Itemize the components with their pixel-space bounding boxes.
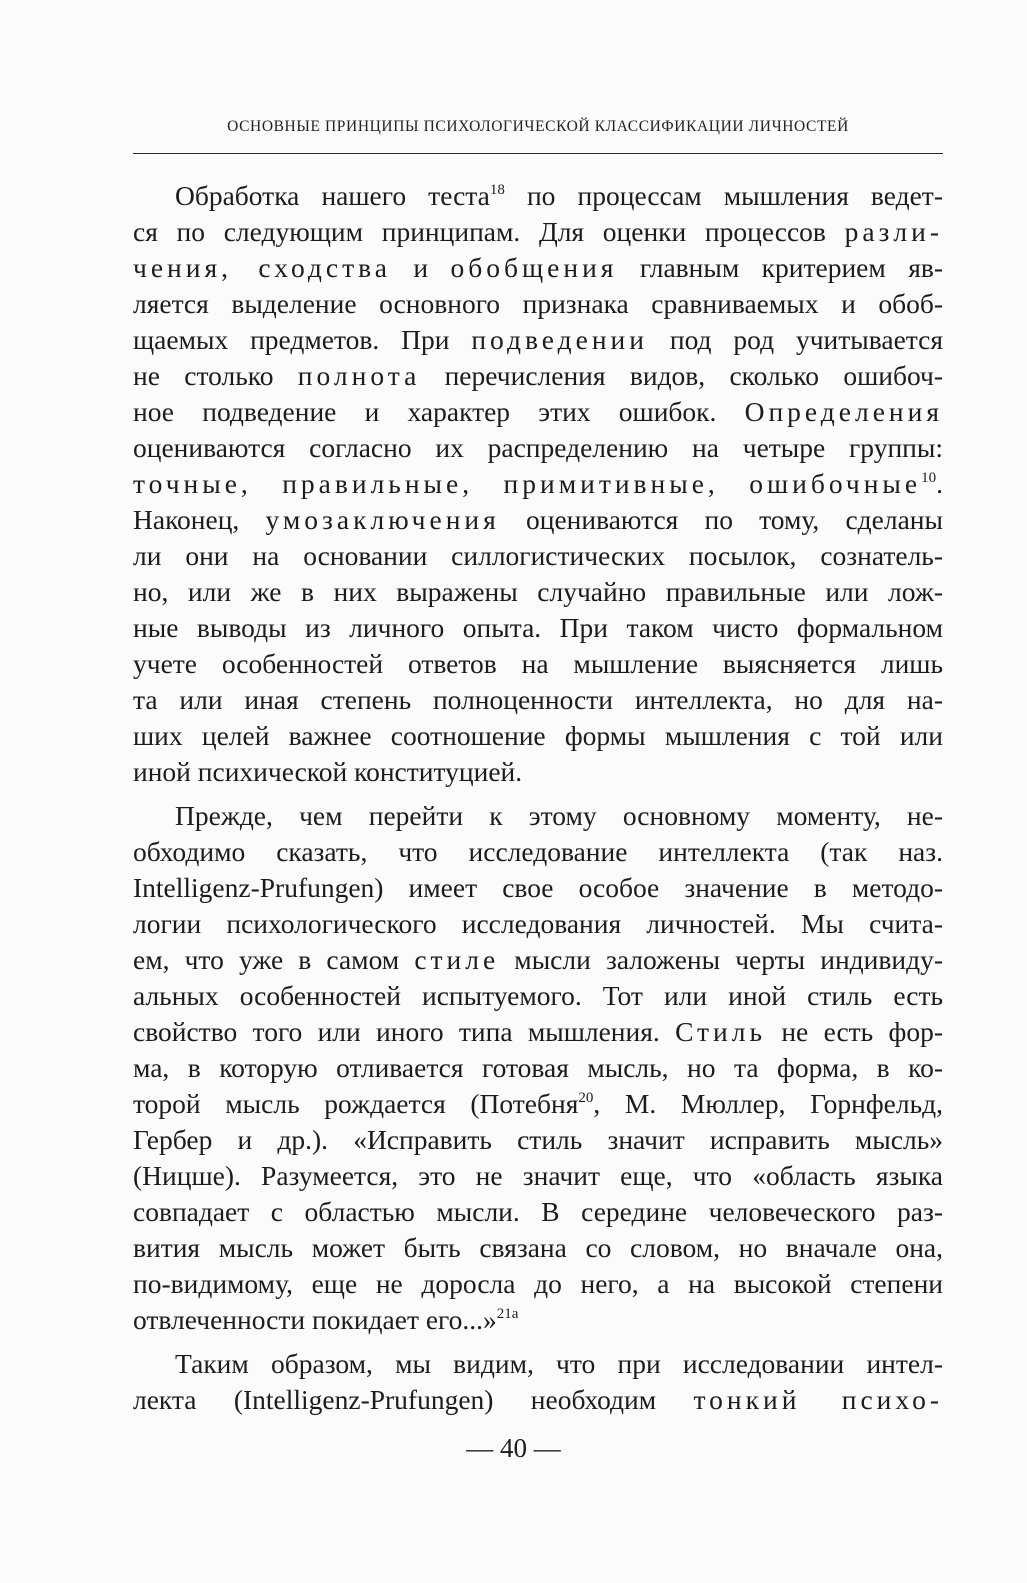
text-line: иной психической конституцией. <box>133 756 523 787</box>
text-line: ма, в которую отливается готовая мысль, но та форма, в ко- <box>133 1052 943 1083</box>
header-rule <box>133 153 943 154</box>
running-title: ОСНОВНЫЕ ПРИНЦИПЫ ПСИХОЛОГИЧЕСКОЙ КЛАССИФИКАЦИИ ЛИЧНОСТЕЙ <box>227 118 849 135</box>
text-line: логии психологического исследования личностей. Мы счита- <box>133 908 943 939</box>
text-line: отвлеченности покидает его...»$^{21a}$ <box>133 1304 519 1335</box>
text-line: оцениваются согласно их распределению на четыре группы: <box>133 432 943 463</box>
text-line: ляется выделение основного признака сравниваемых и обоб- <box>133 288 943 319</box>
text-line: но, или же в них выражены случайно правильные или лож- <box>133 576 943 607</box>
text-line: (Ницше). Разумеется, это не значит еще, что «область языка <box>133 1160 943 1191</box>
paragraph-2 <box>133 798 943 1338</box>
text-line: свойство того или иного типа мышления. Стиль не есть фор- <box>133 1016 943 1047</box>
text-line: Прежде, чем перейти к этому основному моменту, не- <box>175 800 943 831</box>
text-line: Таким образом, мы видим, что при исследовании интел- <box>175 1348 943 1379</box>
emphasis: чения, сходства <box>133 252 391 283</box>
text-line: чения, сходства и обобщения главным критерием яв- <box>133 252 943 283</box>
emphasis: умозаключения <box>265 504 500 535</box>
text-line: ли они на основании силлогистических посылок, сознатель- <box>133 540 943 571</box>
emphasis: тонкий психо- <box>693 1384 943 1415</box>
text-line: обходимо сказать, что исследование интеллекта (так наз. <box>133 836 943 867</box>
emphasis: обобщения <box>450 252 618 283</box>
paragraph-3 <box>133 1346 943 1418</box>
text-line: щаемых предметов. При подведении под род учитывается <box>133 324 943 355</box>
text-line: Гербер и др.). «Исправить стиль значит исправить мысль» <box>133 1124 943 1155</box>
text-line: ные выводы из личного опыта. При таком чисто формальном <box>133 612 943 643</box>
text-line: та или иная степень полноценности интеллекта, но для на- <box>133 684 943 715</box>
text-line: Наконец, умозаключения оцениваются по тому, сделаны <box>133 504 943 535</box>
footnote-ref: 18 <box>489 182 505 198</box>
text-line: ем, что уже в самом стиле мысли заложены черты индивиду- <box>133 944 943 975</box>
text-line: ших целей важнее соотношение формы мышления с той или <box>133 720 943 751</box>
footnote-ref: 20 <box>578 1090 594 1106</box>
footnote-ref: 21a <box>496 1306 519 1322</box>
text-line: учете особенностей ответов на мышление выясняется лишь <box>133 648 943 679</box>
text-line: лекта (Intelligenz-Prufungen) необходим тонкий психо- <box>133 1384 943 1415</box>
emphasis: полнота <box>297 360 421 391</box>
paragraph-1 <box>133 178 943 790</box>
text-line: вития мысль может быть связана со словом, но вначале она, <box>133 1232 943 1263</box>
emphasis: точные, правильные, примитивные, ошибочные <box>133 468 922 499</box>
text-line: не столько полнота перечисления видов, сколько ошибоч- <box>133 360 943 391</box>
text-line: точные, правильные, примитивные, ошибочные$^{10}$. <box>133 468 943 499</box>
footnote-ref: 10 <box>921 470 937 486</box>
emphasis: разли- <box>844 216 943 247</box>
emphasis: Стиль <box>675 1016 767 1047</box>
text-line: Обработка нашего теста$^{18}$ по процессам мышления ведет- <box>175 180 943 211</box>
text-line: совпадает с областью мысли. В середине человеческого раз- <box>133 1196 943 1227</box>
emphasis: стиле <box>414 944 500 975</box>
page-number: — 40 — <box>466 1433 561 1463</box>
text-line: по-видимому, еще не доросла до него, а на высокой степени <box>133 1268 943 1299</box>
text-line: ся по следующим принципам. Для оценки процессов разли- <box>133 216 943 247</box>
text-line: альных особенностей испытуемого. Тот или иной стиль есть <box>133 980 943 1011</box>
text-line: Intelligenz-Prufungen) имеет свое особое значение в методо- <box>133 872 943 903</box>
text-line: ное подведение и характер этих ошибок. Определения <box>133 396 943 427</box>
emphasis: подведении <box>471 324 648 355</box>
page-body <box>133 178 943 1418</box>
text-line: торой мысль рождается (Потебня$^{20}$, М. Мюллер, Горнфельд, <box>133 1088 943 1119</box>
emphasis: Определения <box>744 396 943 427</box>
